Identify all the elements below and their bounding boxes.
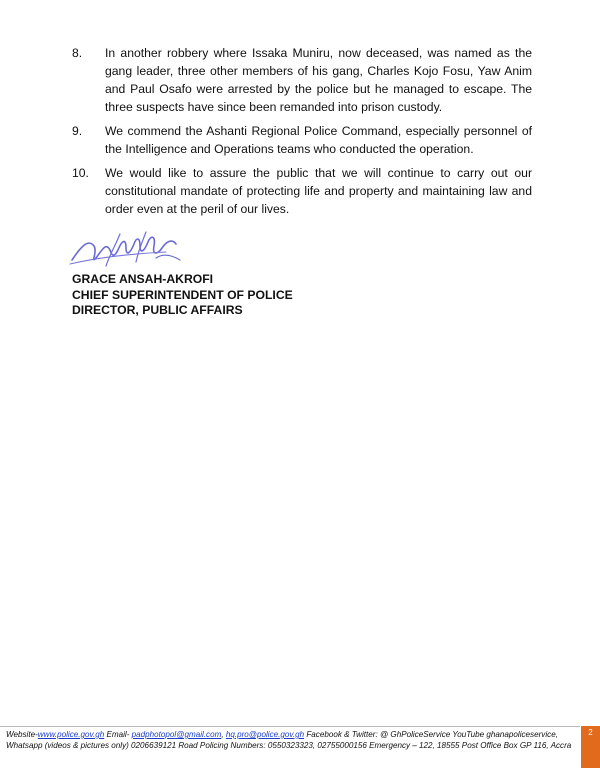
paragraph-text: In another robbery where Issaka Muniru, now deceased, was named as the gang leader, three other members of his gang, Charles Kojo Fosu, Yaw Anim and Paul Osafo were arrested by the police but he managed to escape. The three suspects have since been remanded into prison custody. bbox=[105, 46, 532, 114]
email-separator: , bbox=[221, 730, 226, 739]
signatory-block bbox=[72, 272, 293, 319]
website-link[interactable]: www.police.gov.gh bbox=[37, 730, 105, 739]
page-number-badge bbox=[581, 726, 600, 768]
paragraph-text: We commend the Ashanti Regional Police Command, especially personnel of the Intelligence and Operations teams who conducted the operation. bbox=[105, 124, 532, 156]
paragraph-number: 8. bbox=[72, 46, 83, 60]
footer-contacts bbox=[0, 726, 580, 768]
paragraph-text: We would like to assure the public that we will continue to carry out our constitutional mandate of protecting life and property and maintaining law and order even at the peril of our lives. bbox=[105, 166, 532, 216]
paragraph-10 bbox=[72, 164, 532, 218]
paragraph-number: 9. bbox=[72, 124, 83, 138]
email-link-1[interactable]: padphotopol@gmail.com bbox=[131, 730, 222, 739]
paragraph-8 bbox=[72, 44, 532, 116]
handwritten-signature bbox=[66, 224, 186, 274]
email-link-2[interactable]: hq.pro@police.gov.gh bbox=[225, 730, 305, 739]
signatory-rank: CHIEF SUPERINTENDENT OF POLICE bbox=[72, 287, 293, 302]
footer-contact-text: Facebook & Twitter: @ GhPoliceService YouTube ghanapoliceservice, Whatsapp (videos & pictures only) 0206639121 Road Policing Numbers: 0550323323, 02755000156 Emergency – 122, 18555 Post Office Box GP 116, Accra bbox=[6, 730, 572, 750]
website-label: Website- bbox=[6, 730, 38, 739]
paragraph-number: 10. bbox=[72, 166, 89, 180]
signatory-name: GRACE ANSAH-AKROFI bbox=[72, 272, 214, 286]
page-number: 2 bbox=[588, 728, 593, 737]
email-label: Email- bbox=[104, 730, 132, 739]
paragraph-9 bbox=[72, 122, 532, 158]
signatory-position: DIRECTOR, PUBLIC AFFAIRS bbox=[72, 303, 243, 317]
